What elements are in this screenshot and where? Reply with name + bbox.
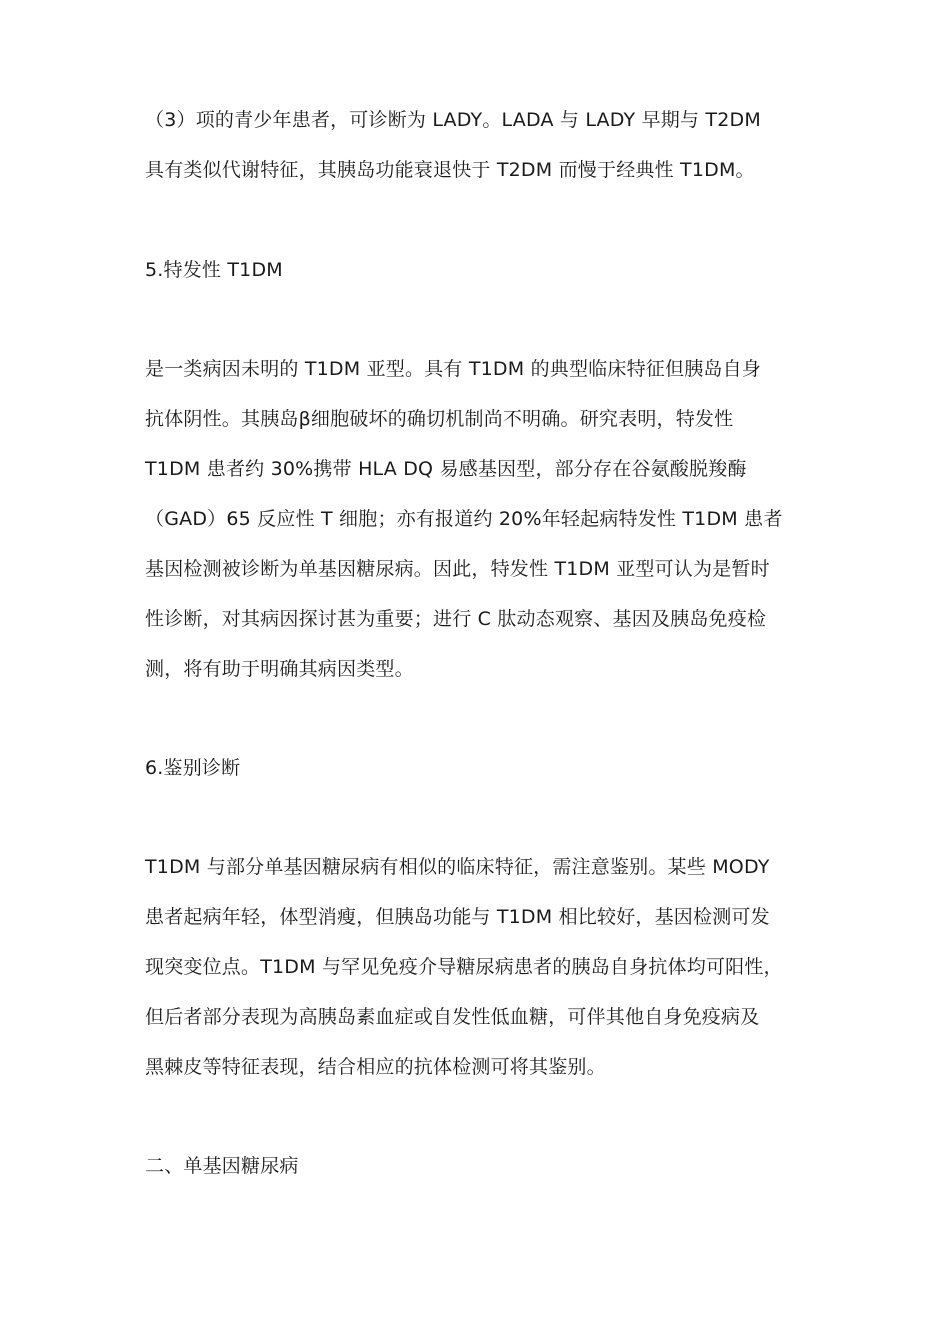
text-line: 但后者部分表现为高胰岛素血症或自发性低血糖，可伴其他自身免疫病及 xyxy=(145,1006,760,1028)
text-line: 测，将有助于明确其病因类型。 xyxy=(145,658,414,680)
paragraph-continuation xyxy=(145,95,835,195)
section-heading-5 xyxy=(145,245,835,295)
text-line: T1DM 与部分单基因糖尿病有相似的临床特征，需注意鉴别。某些 MODY xyxy=(145,856,770,878)
text-line: 性诊断，对其病因探讨甚为重要；进行 C 肽动态观察、基因及胰岛免疫检 xyxy=(145,608,767,630)
heading-text: 二、单基因糖尿病 xyxy=(145,1155,299,1177)
text-line: 患者起病年轻，体型消瘦，但胰岛功能与 T1DM 相比较好，基因检测可发 xyxy=(145,906,770,928)
paragraph-5 xyxy=(145,344,835,694)
paragraph-6 xyxy=(145,842,835,1092)
heading-text: 6.鉴别诊断 xyxy=(145,757,241,779)
text-line: （GAD）65 反应性 T 细胞；亦有报道约 20%年轻起病特发性 T1DM 患者 xyxy=(145,508,783,530)
text-line: 是一类病因未明的 T1DM 亚型。具有 T1DM 的典型临床特征但胰岛自身 xyxy=(145,358,761,380)
section-heading-6 xyxy=(145,743,835,793)
text-line: 黑棘皮等特征表现，结合相应的抗体检测可将其鉴别。 xyxy=(145,1056,606,1078)
section-heading-2 xyxy=(145,1141,835,1191)
text-line: 现突变位点。T1DM 与罕见免疫介导糖尿病患者的胰岛自身抗体均可阳性， xyxy=(145,956,783,978)
text-line: 基因检测被诊断为单基因糖尿病。因此，特发性 T1DM 亚型可认为是暂时 xyxy=(145,558,770,580)
text-line: T1DM 患者约 30%携带 HLA DQ 易感基因型，部分存在谷氨酸脱羧酶 xyxy=(145,458,747,480)
text-line: 具有类似代谢特征，其胰岛功能衰退快于 T2DM 而慢于经典性 T1DM。 xyxy=(145,159,755,181)
heading-text: 5.特发性 T1DM xyxy=(145,259,283,281)
text-line: 抗体阴性。其胰岛β细胞破坏的确切机制尚不明确。研究表明，特发性 xyxy=(145,408,734,430)
text-line: （3）项的青少年患者，可诊断为 LADY。LADA 与 LADY 早期与 T2DM xyxy=(145,109,761,131)
